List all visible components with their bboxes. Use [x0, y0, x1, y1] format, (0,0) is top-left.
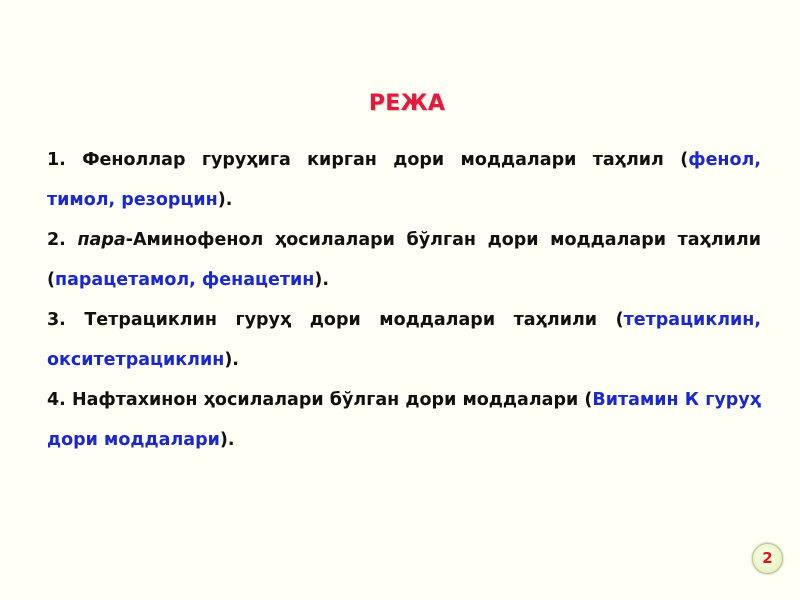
close-paren: ).	[217, 190, 233, 210]
item-text: -Аминофенол ҳосилалари бўлган дори моддалари таҳлили	[125, 230, 762, 250]
item-text: Тетрациклин гуруҳ дори моддалари таҳлили	[84, 310, 598, 330]
page-number-badge: 2	[752, 543, 783, 574]
close-paren: ).	[219, 430, 235, 450]
plan-item-2	[47, 220, 761, 300]
slide-title: РЕЖА	[368, 91, 446, 116]
item-text: Феноллар гуруҳига кирган дори моддалари таҳлил	[82, 150, 664, 170]
item-italic-prefix: пара	[77, 230, 126, 250]
plan-item-3	[47, 300, 761, 380]
item-number: 4.	[47, 390, 66, 410]
plan-item-1	[47, 140, 761, 220]
close-paren: ).	[314, 270, 330, 290]
plan-list	[47, 140, 761, 460]
drug-names: фенол, тимол, резорцин	[47, 150, 762, 210]
open-paren: (	[47, 270, 55, 290]
open-paren: (	[680, 150, 689, 170]
item-number: 2.	[47, 230, 66, 250]
plan-item-4	[47, 380, 761, 460]
open-paren: (	[584, 390, 593, 410]
drug-names: парацетамол, фенацетин	[55, 270, 315, 290]
drug-names: тетрациклин, окситетрациклин	[47, 310, 762, 370]
drug-names: Витамин К гуруҳ дори моддалари	[47, 390, 761, 450]
item-number: 1.	[47, 150, 66, 170]
item-text: Нафтахинон ҳосилалари бўлган дори моддалари	[71, 390, 579, 410]
close-paren: ).	[224, 350, 239, 370]
open-paren: (	[615, 310, 624, 330]
item-number: 3.	[47, 310, 66, 330]
